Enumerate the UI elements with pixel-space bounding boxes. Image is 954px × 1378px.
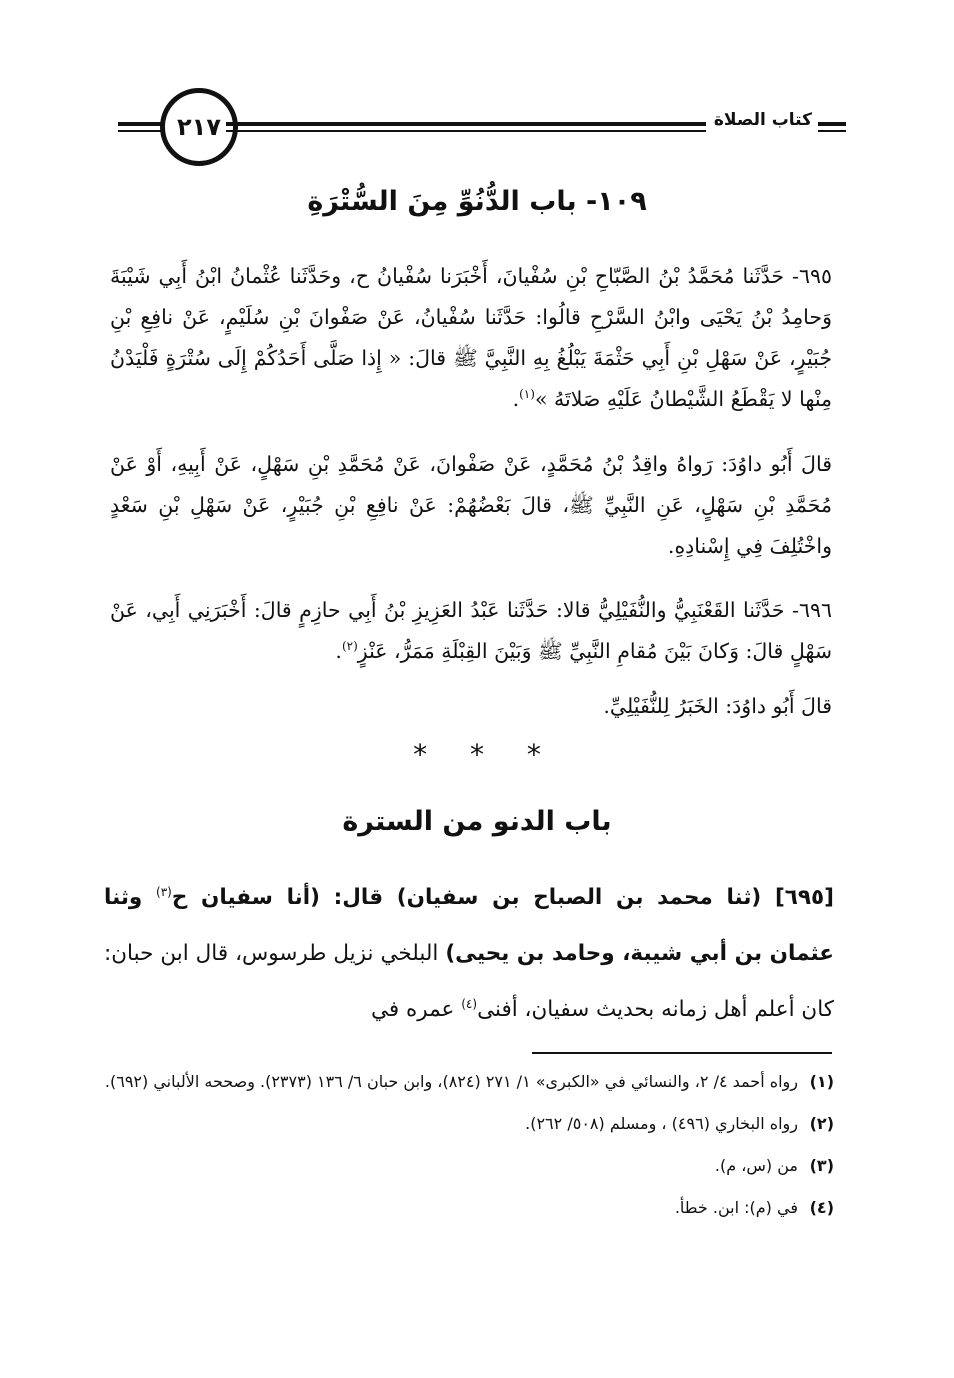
commentary-plain-1: البلخي نزيل طرسوس، قال ابن حبان: كان أعلم أهل زمانه بحديث سفيان، أفنى: [104, 941, 834, 1022]
header-rule-middle: [226, 122, 706, 126]
commentary-bold-1: [٦٩٥] (ثنا محمد بن الصباح بن سفيان) قال: (أنا سفيان ح: [171, 885, 834, 910]
footnote-4: [104, 1190, 834, 1226]
footnote-3: [104, 1148, 834, 1184]
abu-dawud-note-2: قالَ أَبُو داوُدَ: الخَبَرُ لِلنُّفَيْلِيِّ.: [603, 694, 832, 718]
footnote-ref-2: (٢): [341, 639, 358, 654]
footnote-2: [104, 1106, 834, 1142]
header-rule-right-thin: [818, 130, 846, 132]
footnote-1: [104, 1064, 834, 1100]
running-title: كتاب الصلاة: [713, 110, 812, 130]
page-number-circle: [160, 88, 238, 166]
footnote-number: (٣): [809, 1156, 834, 1175]
footnote-number: (٤): [809, 1198, 834, 1217]
footnote-ref-4: (٤): [461, 996, 478, 1011]
header-rule-middle-thin: [226, 130, 706, 132]
footnotes: [104, 1064, 834, 1232]
commentary-plain-2: عمره في: [370, 997, 462, 1022]
commentary-bold-2: وثنا عثمان بن أبي شيبة، وحامد بن يحيى): [104, 885, 834, 966]
hadith-696-text: ٦٩٦- حَدَّثَنا القَعْنَبِيُّ والنُّفَيْلِيُّ قالا: حَدَّثَنا عَبْدُ العَزِيزِ بْنُ أَبِي حازِمٍ قالَ: أَخْبَرَنِي أَبِي، عَنْ سَهْلٍ قالَ: وَكانَ بَيْنَ مُقامِ النَّبِيِّ ﷺ وَبَيْنَ القِبْلَةِ مَمَرُّ، عَنْزٍ: [110, 598, 832, 663]
commentary-text: [104, 870, 834, 1038]
chapter-title: ١٠٩- باب الدُّنُوِّ مِنَ السُّتْرَةِ: [307, 186, 647, 217]
footnote-number: (١): [809, 1072, 834, 1091]
footnote-text: في (م): ابن. خطأ.: [674, 1198, 798, 1217]
hadith-696: ٦٩٦- حَدَّثَنا القَعْنَبِيُّ والنُّفَيْلِيُّ قالا: حَدَّثَنا عَبْدُ العَزِيزِ بْنُ أَبِي حازِمٍ قالَ: أَخْبَرَنِي أَبِي، عَنْ سَهْلٍ قالَ: وَكانَ بَيْنَ مُقامِ النَّبِيِّ ﷺ وَبَيْنَ القِبْلَةِ مَمَرُّ، عَنْزٍ$^{(٢)}$.: [110, 598, 832, 663]
footnote-ref-1: (١): [519, 387, 535, 402]
abu-dawud-note-1: قالَ أَبُو داوُدَ: رَواهُ واقِدُ بْنُ مُحَمَّدٍ، عَنْ صَفْوانَ، عَنْ مُحَمَّدِ بْنِ سَهْلٍ، عَنْ أَبِيهِ، أَوْ عَنْ مُحَمَّدِ بْنِ سَهْلٍ، عَنِ النَّبِيِّ ﷺ، قالَ بَعْضُهُمْ: عَنْ نافِعِ بْنِ جُبَيْرٍ، عَنْ سَهْلِ بْنِ سَعْدٍ واخْتُلِفَ فِي إِسْنادِهِ.: [110, 452, 832, 558]
footnote-ref-3: (٣): [156, 884, 172, 899]
footnote-text: رواه البخاري (٤٩٦) ، ومسلم (٥٠٨/ ٢٦٢).: [525, 1114, 798, 1133]
page-number: ٢١٧: [177, 113, 221, 141]
footnote-text: رواه أحمد ٤/ ٢، والنسائي في «الكبرى» ١/ ٢٧١ (٨٢٤)، وابن حبان ٦/ ١٣٦ (٢٣٧٣). وصححه الألباني (٦٩٢).: [104, 1072, 798, 1091]
footnote-text: من (س، م).: [714, 1156, 798, 1175]
page-header: [118, 88, 846, 172]
footnote-number: (٢): [809, 1114, 834, 1133]
commentary-title: باب الدنو من السترة: [342, 806, 612, 837]
footnote-divider: [532, 1052, 832, 1054]
section-separator: * * *: [413, 738, 541, 771]
header-rule-right: [818, 122, 846, 126]
hadith-695-text: ٦٩٥- حَدَّثَنا مُحَمَّدُ بْنُ الصَّبّاحِ بْنِ سُفْيانَ، أَخْبَرَنا سُفْيانُ ح، وحَدَّثَنا عُثْمانُ ابْنُ أَبِي شَيْبَةَ وَحامِدُ بْنُ يَحْيَى وابْنُ السَّرْحِ قالُوا: حَدَّثَنا سُفْيانُ، عَنْ صَفْوانَ بْنِ سُلَيْمٍ، عَنْ نافِعِ بْنِ جُبَيْرٍ، عَنْ سَهْلِ بْنِ أَبِي حَثْمَةَ يَبْلُغُ بِهِ النَّبِيَّ ﷺ قالَ: « إِذا صَلَّى أَحَدُكُمْ إِلَى سُتْرَةٍ فَلْيَدْنُ مِنْها لا يَقْطَعُ الشَّيْطانُ عَلَيْهِ صَلاتَهُ »: [110, 264, 832, 411]
hadith-695: ٦٩٥- حَدَّثَنا مُحَمَّدُ بْنُ الصَّبّاحِ بْنِ سُفْيانَ، أَخْبَرَنا سُفْيانُ ح، وحَدَّثَنا عُثْمانُ ابْنُ أَبِي شَيْبَةَ وَحامِدُ بْنُ يَحْيَى وابْنُ السَّرْحِ قالُوا: حَدَّثَنا سُفْيانُ، عَنْ صَفْوانَ بْنِ سُلَيْمٍ، عَنْ نافِعِ بْنِ جُبَيْرٍ، عَنْ سَهْلِ بْنِ أَبِي حَثْمَةَ يَبْلُغُ بِهِ النَّبِيَّ ﷺ قالَ: « إِذا صَلَّى أَحَدُكُمْ إِلَى سُتْرَةٍ فَلْيَدْنُ مِنْها لا يَقْطَعُ الشَّيْطانُ عَلَيْهِ صَلاتَهُ »$^{(١)}$.: [110, 264, 832, 411]
